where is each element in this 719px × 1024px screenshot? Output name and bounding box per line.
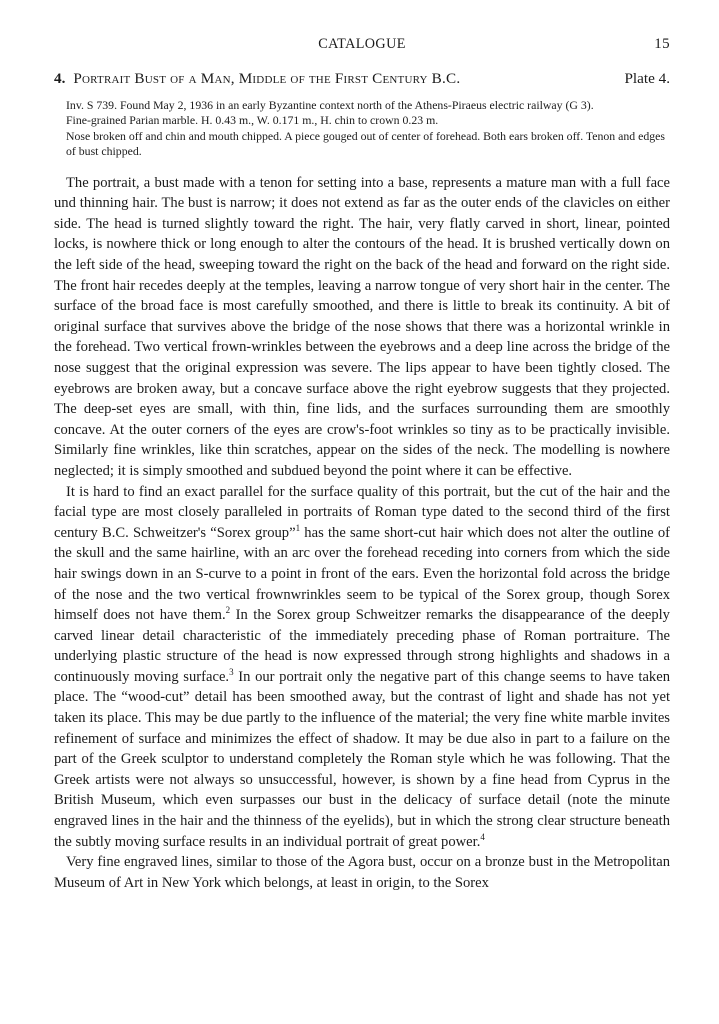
inventory-note: Inv. S 739. Found May 2, 1936 in an early Byzantine context north of the Athens-Piraeus electric railway (G 3). — [66, 98, 594, 112]
entry-title: Portrait Bust of a Man, Middle of the First Century B.C. — [73, 70, 461, 87]
running-head — [54, 36, 670, 58]
running-title: CATALOGUE — [318, 36, 406, 52]
footnote-ref-4[interactable]: 4 — [480, 831, 485, 842]
text-segment: It is hard to find an exact parallel for the surface quality of this portrait, but the cut of the hair and the facial type are most closely paralleled in portraits of Roman type dated to the second third of the first century B.C. Schweitzer's “Sorex group” — [54, 483, 670, 541]
material-dimensions: Fine-grained Parian marble. H. 0.43 m., W. 0.171 m., H. chin to crown 0.23 m. — [66, 113, 439, 128]
entry-number: 4. — [54, 70, 66, 87]
page — [54, 36, 670, 893]
footnote-ref-3[interactable]: 3 — [229, 667, 234, 678]
text-segment: In the Sorex group Schweitzer remarks the disappearance of the deeply carved linear detail characteristic of the immediately preceding phase of Roman portraiture. The underlying plastic structure of the head is now expressed through strong highlights and shadows in a continuously moving surface. — [54, 607, 670, 685]
paragraph-comparison — [54, 482, 670, 853]
paragraph-description: The portrait, a bust made with a tenon for setting into a base, represents a mature man with a full face und thinning hair. The bust is narrow; it does not extend as far as the outer ends of the clavicles on either side. The head is turned slightly toward the right. The hair, very flatly carved in short, linear, pointed locks, is nowhere thick or long enough to alter the contours of the head. It is brushed vertically down on the left side of the head, sweeping toward the right on the back of the head and forward on the right side. The front hair recedes deeply at the temples, leaving a narrow tongue of very short hair in the center. The surface of the broad face is most carefully smoothed, and there is little to break its continuity. A bit of original surface that survives above the bridge of the nose shows that there was a horizontal wrinkle in the forehead. Two vertical frown-wrinkles between the eyebrows and a deep line across the bridge of the nose suggest that the original expression was severe. The lips appear to have been tightly closed. The eyebrows are broken away, but a concave surface above the right eyebrow suggests that they projected. The deep-set eyes are small, with thin, fine lids, and the surfaces surrounding them are smoothly concave. At the outer corners of the eyes are crow's-foot wrinkles so tiny as to be practically invisible. Similarly fine wrinkles, like thin scratches, appear on the sides of the neck. The modelling is nowhere neglected; it is simply smoothed and subdued beyond the point where it can be effective. — [54, 174, 670, 479]
catalogue-metadata — [54, 98, 670, 160]
plate-reference: Plate 4. — [624, 70, 670, 87]
paragraph-continuation: Very fine engraved lines, similar to those of the Agora bust, occur on a bronze bust in the Metropolitan Museum of Art in New York which belongs, at least in origin, to the Sorex — [54, 854, 670, 891]
body-text — [54, 173, 670, 894]
footnote-ref-1[interactable]: 1 — [295, 522, 301, 533]
footnote-ref-2[interactable]: 2 — [225, 605, 231, 616]
entry-heading — [54, 70, 670, 90]
text-segment: has the same short-cut hair which does not alter the outline of the skull and the same hairline, with an arc over the forehead receding into corners from which the side hair swings down in an S-curve to a point in front of the ears. Even the horizontal fold across the bridge of the nose and the two vertical frownwrinkles seem to be typical of the Sorex group, though Sorex himself does not have them. — [54, 524, 670, 624]
page-number: 15 — [654, 36, 670, 52]
text-segment: In our portrait only the negative part of this change seems to have taken place. The “wood-cut” detail has been smoothed away, but the contrast of light and shade has not yet taken its place. This may be due partly to the influence of the material; the very fine white marble invites refinement of surface and minimizes the effect of shadow. It may be due also in part to a failure on the part of the Greek sculptor to understand completely the Roman style which he was following. That the Greek artists were not always so unsuccessful, however, is shown by a fine head from Cyprus in the British Museum, which even surpasses our bust in the delicacy of surface detail (note the minute engraved lines in the hair and the thinness of the eyelids), but in which the strong clear structure beneath the subtly moving surface results in an individual portrait of great power. — [54, 668, 670, 850]
condition-note: Nose broken off and chin and mouth chipped. A piece gouged out of center of forehead. Both ears broken off. Tenon and edges of bust chipped. — [66, 128, 666, 159]
